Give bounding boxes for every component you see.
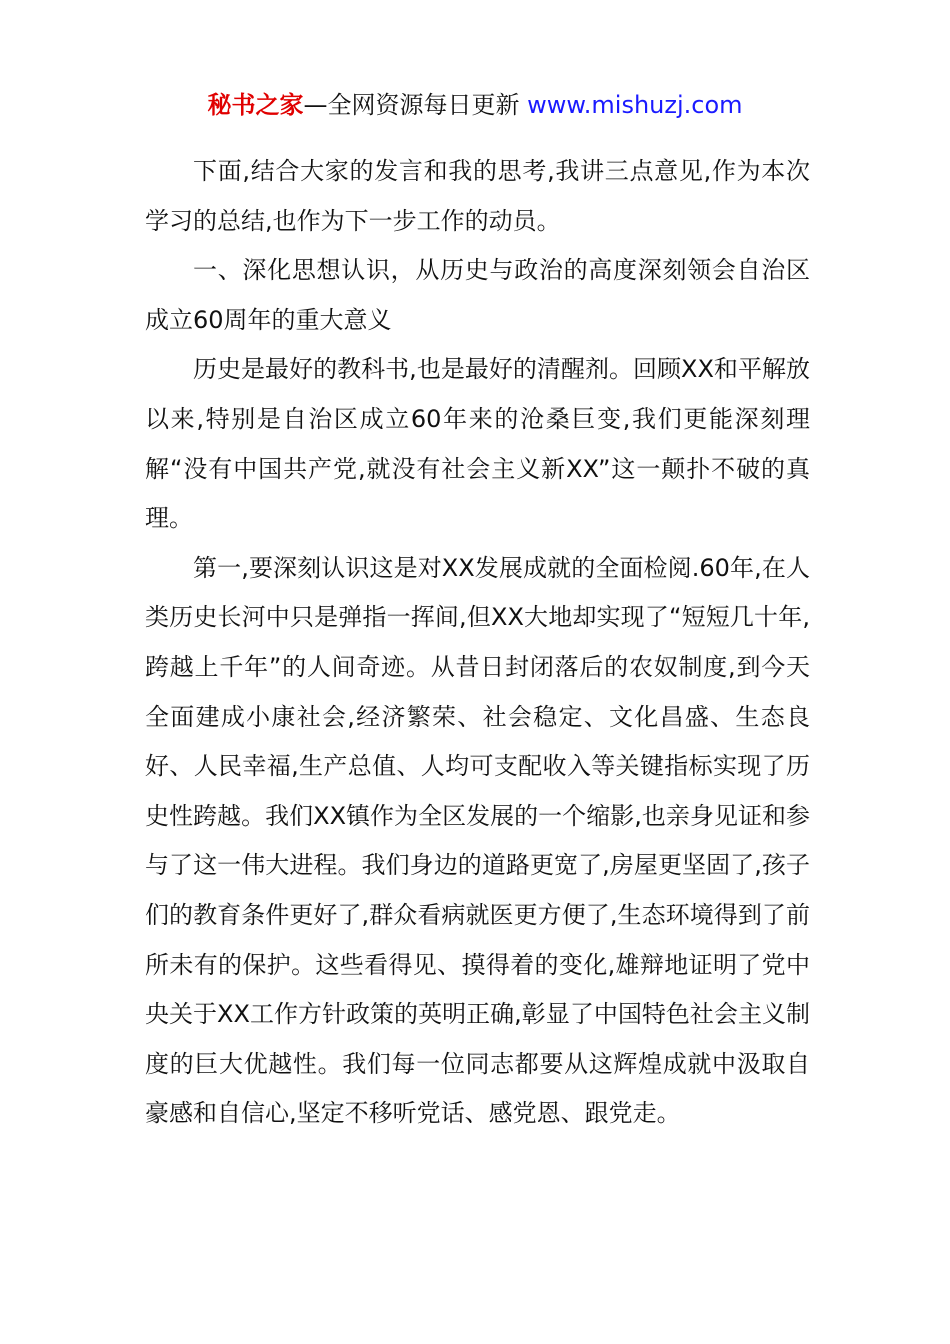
paragraph-history: 历史是最好的教科书,也是最好的清醒剂。回顾XX和平解放以来,特别是自治区成立60年来的沧桑巨变,我们更能深刻理解“没有中国共产党,就没有社会主义新XX”这一颠扑不破的真理。 xyxy=(145,355,810,533)
document-body xyxy=(145,147,810,1139)
site-brand: 秘书之家 xyxy=(207,91,304,119)
paragraph-first-point: 第一,要深刻认识这是对XX发展成就的全面检阅.60年,在人类历史长河中只是弹指一挥间,但XX大地却实现了“短短几十年,跨越上千年”的人间奇迹。从昔日封闭落后的农奴制度,到今天全面建成小康社会,经济繁荣、社会稳定、文化昌盛、生态良好、人民幸福,生产总值、人均可支配收入等关键指标实现了历史性跨越。我们XX镇作为全区发展的一个缩影,也亲身见证和参与了这一伟大进程。我们身边的道路更宽了,房屋更坚固了,孩子们的教育条件更好了,群众看病就医更方便了,生态环境得到了前所未有的保护。这些看得见、摸得着的变化,雄辩地证明了党中央关于XX工作方针政策的英明正确,彰显了中国特色社会主义制度的巨大优越性。我们每一位同志都要从这辉煌成就中汲取自豪感和自信心,坚定不移听党话、感党恩、跟党走。 xyxy=(145,553,810,1128)
site-url-link[interactable]: www.mishuzj.com xyxy=(527,91,743,119)
section-heading-1: 一、深化思想认识，从历史与政治的高度深刻领会自治区成立60周年的重大意义 xyxy=(145,256,810,334)
site-header xyxy=(0,88,950,122)
paragraph-intro: 下面,结合大家的发言和我的思考,我讲三点意见,作为本次学习的总结,也作为下一步工作的动员。 xyxy=(145,157,810,235)
site-tagline: —全网资源每日更新 xyxy=(303,91,528,119)
